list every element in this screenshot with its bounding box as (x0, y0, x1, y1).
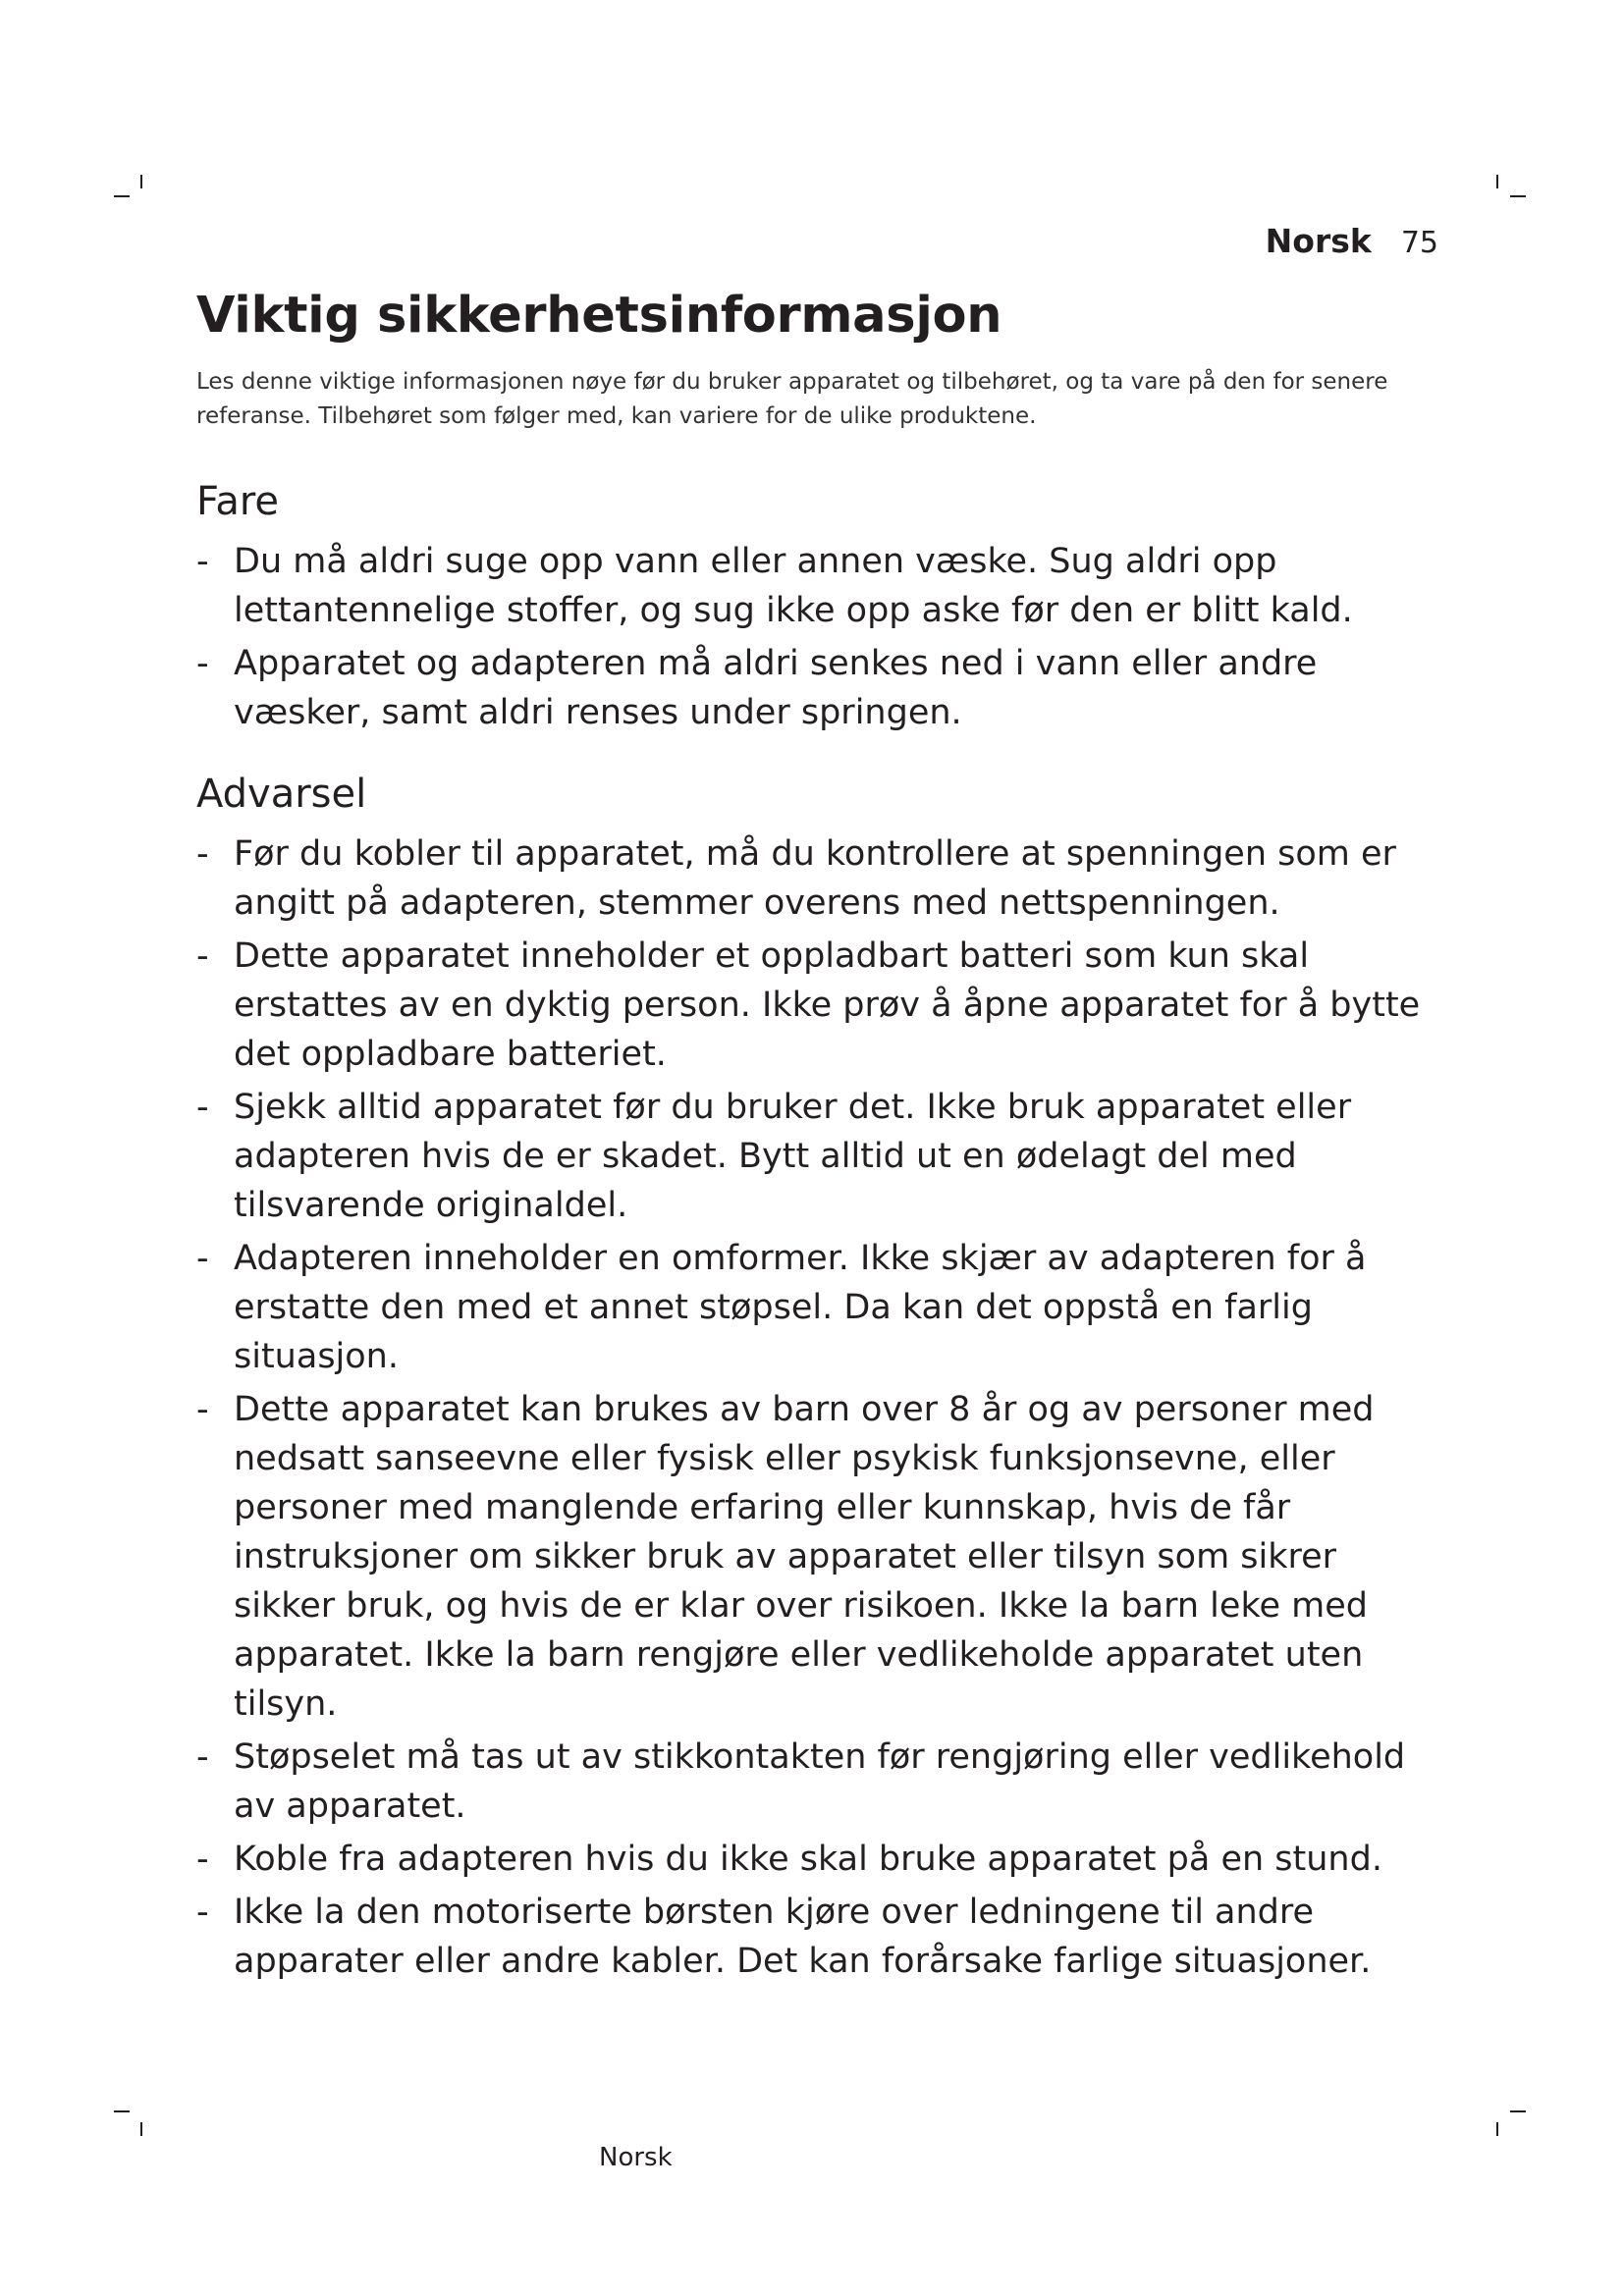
crop-mark-top-right-v (1496, 175, 1498, 188)
crop-mark-bottom-left-v (140, 2122, 142, 2136)
warning-list (196, 829, 1443, 1986)
crop-mark-top-right-h (1510, 195, 1526, 197)
section-heading: Advarsel (196, 772, 367, 818)
running-header (1266, 222, 1438, 260)
list-item-text: Apparatet og adapteren må aldri senkes ned i vann eller andre væsker, samt aldri renses under springen. (234, 644, 1318, 733)
intro-paragraph: Les denne viktige informasjonen nøye før du bruker apparatet og tilbehøret, og ta vare på den for senere referanse. Tilbehøret som følger med, kan variere for de ulike produktene. (196, 368, 1388, 430)
dash-bullet: - (196, 936, 209, 977)
list-item (196, 1083, 1443, 1230)
section-fare (196, 478, 1443, 737)
dash-bullet: - (196, 542, 209, 582)
crop-mark-bottom-right-h (1510, 2110, 1526, 2112)
warning-list (196, 537, 1443, 737)
list-item-text: Før du kobler til apparatet, må du kontrollere at spenningen som er angitt på adapteren, stemmer overens med nettspenningen. (234, 834, 1396, 924)
list-item (196, 932, 1443, 1079)
list-item-text: Du må aldri suge opp vann eller annen væske. Sug aldri opp lettantennelige stoffer, og sug ikke opp aske før den er blitt kald. (234, 542, 1353, 631)
section-heading: Fare (196, 479, 280, 525)
list-item-text: Sjekk alltid apparatet før du bruker det. Ikke bruk apparatet eller adapteren hvis de er skadet. Bytt alltid ut en ødelagt del med tilsvarende originaldel. (234, 1088, 1352, 1226)
crop-mark-bottom-right-v (1496, 2122, 1498, 2136)
dash-bullet: - (196, 1737, 209, 1778)
list-item-text: Koble fra adapteren hvis du ikke skal bruke apparatet på en stund. (234, 1840, 1382, 1880)
header-language: Norsk (1265, 222, 1372, 260)
list-item (196, 1733, 1443, 1831)
dash-bullet: - (196, 1893, 209, 1933)
crop-mark-top-left-h (114, 195, 130, 197)
list-item (196, 1888, 1443, 1986)
dash-bullet: - (196, 1390, 209, 1430)
dash-bullet: - (196, 644, 209, 684)
section-advarsel (196, 771, 1443, 1986)
page-title: Viktig sikkerhetsinformasjon (196, 287, 1002, 345)
page-number: 75 (1400, 226, 1438, 260)
dash-bullet: - (196, 834, 209, 875)
list-item-text: Ikke la den motoriserte børsten kjøre over ledningene til andre apparater eller andre kabler. Det kan forårsake farlige situasjoner. (234, 1893, 1372, 1982)
footer-language: Norsk (599, 2143, 673, 2172)
list-item (196, 1385, 1443, 1729)
list-item (196, 829, 1443, 928)
dash-bullet: - (196, 1239, 209, 1279)
page-content (196, 285, 1443, 2019)
list-item (196, 1835, 1443, 1884)
list-item (196, 639, 1443, 737)
list-item-text: Dette apparatet inneholder et oppladbart batteri som kun skal erstattes av en dyktig person. Ikke prøv å åpne apparatet for å bytte det oppladbare batteriet. (234, 936, 1421, 1075)
dash-bullet: - (196, 1088, 209, 1128)
list-item-text: Dette apparatet kan brukes av barn over 8 år og av personer med nedsatt sanseevne eller fysisk eller psykisk funksjonsevne, eller personer med manglende erfaring eller kunnskap, hvis de får instruksjoner om sikker bruk av apparatet eller tilsyn som sikrer sikker bruk, og hvis de er klar over risikoen. Ikke la barn leke med apparatet. Ikke la barn rengjøre eller vedlikeholde apparatet uten tilsyn. (234, 1390, 1375, 1725)
list-item (196, 1234, 1443, 1381)
crop-mark-bottom-left-h (114, 2110, 130, 2112)
list-item (196, 537, 1443, 635)
crop-mark-top-left-v (140, 175, 142, 188)
dash-bullet: - (196, 1840, 209, 1880)
list-item-text: Adapteren inneholder en omformer. Ikke skjær av adapteren for å erstatte den med et annet støpsel. Da kan det oppstå en farlig situasjon. (234, 1239, 1367, 1377)
list-item-text: Støpselet må tas ut av stikkontakten før rengjøring eller vedlikehold av apparatet. (234, 1737, 1406, 1827)
